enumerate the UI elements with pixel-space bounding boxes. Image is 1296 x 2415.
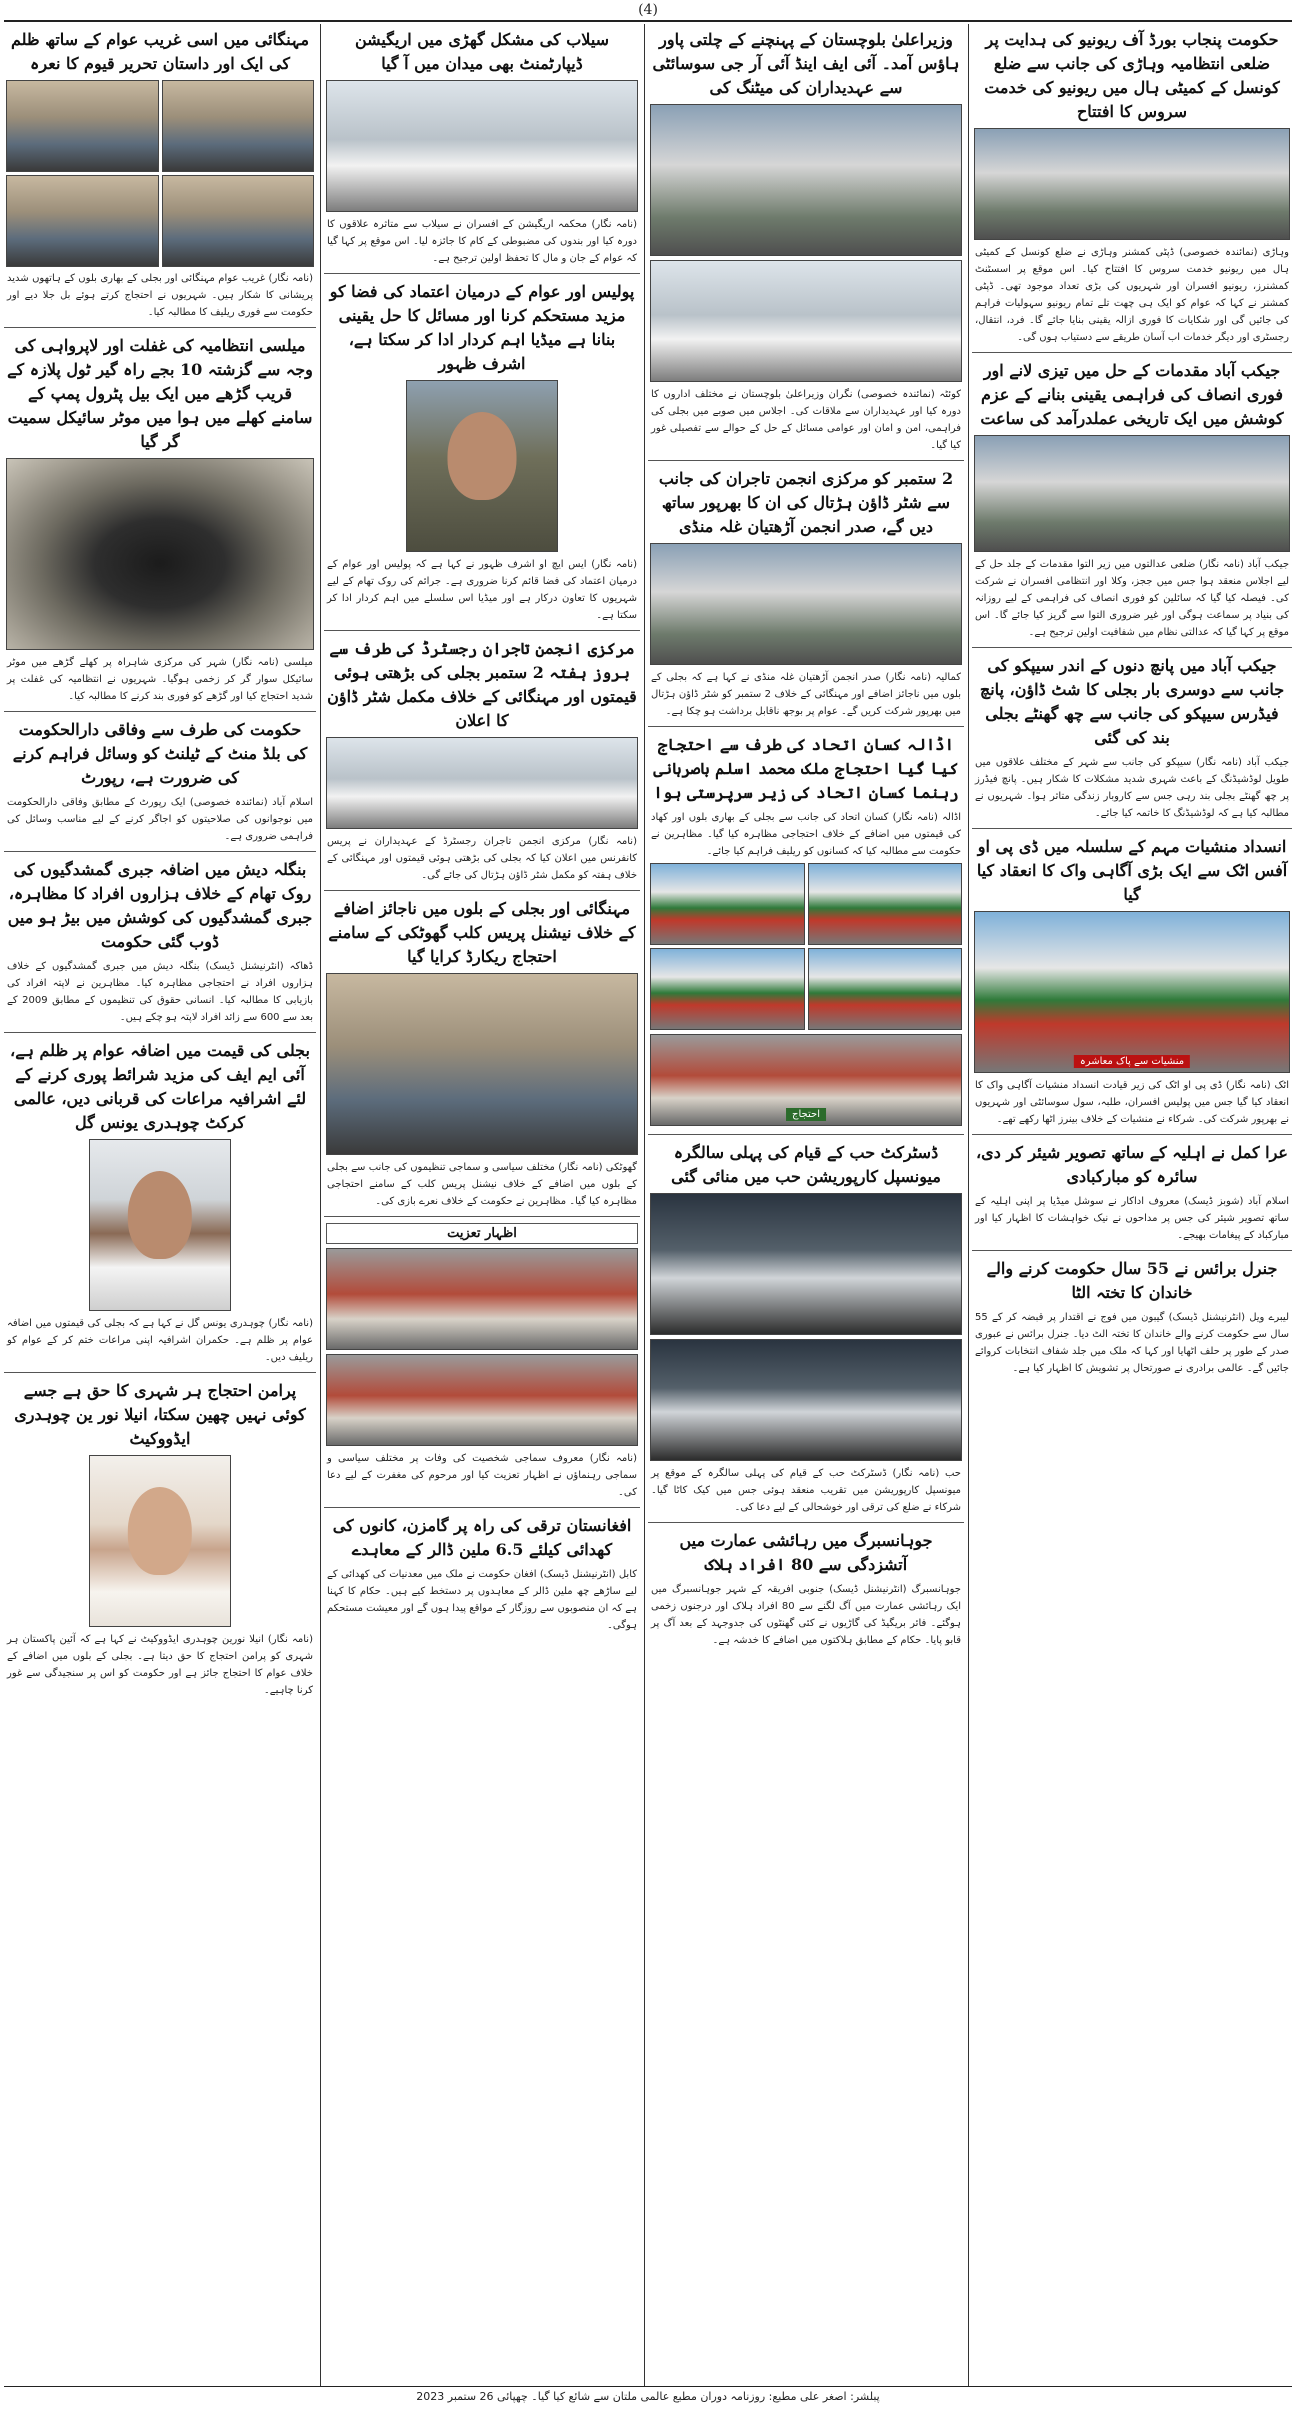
story-sepco-shutdown [972, 654, 1292, 829]
headline: پرامن احتجاج ہر شہری کا حق ہے جسے کوئی نہیں چھین سکتا، انیلا نور ین چوہدری ایڈووکیٹ [14, 1381, 306, 1448]
headline: سیلاب کی مشکل گھڑی میں اریگیشن ڈیپارٹمنٹ بھی میدان میں آ گیا [354, 30, 610, 73]
article-body: جوہانسبرگ (انٹرنیشنل ڈیسک) جنوبی افریقہ کے شہر جوہانسبرگ میں ایک رہائشی عمارت میں آگ لگنے سے 80 افراد ہلاک اور درجنوں زخمی ہوگئے۔ فائر بریگیڈ کی گاڑیوں نے کئی گھنٹوں کی جدوجہد کے بعد آگ پر قابو پایا۔ حکام کے مطابق ہلاکتوں میں اضافے کا خدشہ ہے۔ [651, 1584, 961, 1646]
article-body: وہاڑی (نمائندہ خصوصی) ڈپٹی کمشنر وہاڑی نے ضلع کونسل کے کمیٹی ہال میں ریونیو خدمت سروس کا افتتاح کیا۔ اس موقع پر اسسٹنٹ کمشنرز، ریونیو افسران اور شہریوں کی بڑی تعداد موجود تھی۔ ڈپٹی کمشنر نے کہا کہ عوام کو ایک ہی چھت تلے تمام ریونیو سہولیات فراہم کی جائیں گی اور شکایات کا فوری ازالہ یقینی بنایا جائے گا۔ فرد، انتقال، رجسٹری اور دیگر خدمات اب آسان طریقے سے دستیاب ہوں گی۔ [975, 247, 1289, 343]
article-body: (نامہ نگار) ایس ایچ او اشرف ظہور نے کہا ہے کہ پولیس اور عوام کے درمیان اعتماد کی فضا قائم کرنا ضروری ہے۔ جرائم کی روک تھام کے لیے شہریوں کا تعاون درکار ہے اور میڈیا اس سلسلے میں اہم کردار ادا کر سکتا ہے۔ [327, 559, 637, 621]
article-body: جیکب آباد (نامہ نگار) سیپکو کی جانب سے شہر کے مختلف علاقوں میں طویل لوڈشیڈنگ کے باعث شہری شدید مشکلات کا شکار ہیں۔ پانچ فیڈرز پر چھ گھنٹے بجلی بند رہی جس سے کاروبار زندگی متاثر ہوا۔ شہریوں نے مطالبہ کیا ہے کہ لوڈشیڈنگ کا خاتمہ کیا جائے۔ [975, 757, 1289, 819]
photo-press-conference [326, 737, 638, 829]
story-afghanistan-mining [324, 1514, 640, 1640]
story-anti-narcotics-walk [972, 835, 1292, 1135]
story-balochistan-cm [648, 28, 964, 461]
article-body: گھوٹکی (نامہ نگار) مختلف سیاسی و سماجی تنظیموں کی جانب سے بجلی کے بلوں میں اضافے کے خلاف نیشنل پریس کلب کے سامنے احتجاجی مظاہرہ کیا گیا۔ مظاہرین نے حکومت کے خلاف نعرے بازی کی۔ [327, 1162, 637, 1207]
article-body: اڈالہ (نامہ نگار) کسان اتحاد کی جانب سے بجلی کے بھاری بلوں اور کھاد کی قیمتوں میں اضافے کے خلاف احتجاجی مظاہرہ کیا گیا۔ مظاہرین نے حکومت سے مطالبہ کیا کہ کسانوں کو ریلیف فراہم کیا جائے۔ [651, 812, 961, 857]
article-body: کمالیہ (نامہ نگار) صدر انجمن آڑھتیان غلہ منڈی نے کہا ہے کہ بجلی کے بلوں میں ناجائز اضافے اور مہنگائی کے خلاف 2 ستمبر کو شٹر ڈاؤن ہڑتال میں بھرپور شرکت کریں گے۔ عوام پر بوجھ ناقابل برداشت ہو چکا ہے۔ [651, 672, 962, 717]
section-label: اظہار تعزیت [326, 1223, 638, 1244]
headline: اڈالہ کسان اتحاد کی طرف سے احتجاج کیا گیا احتجاج ملک محمد اسلم باصرہانی رہنما کسان اتحاد کی زیر سرپرستی ہوا [653, 735, 959, 802]
photo-officials [650, 260, 962, 382]
article-body: اٹک (نامہ نگار) ڈی پی او اٹک کی زیر قیادت انسداد منشیات آگاہی واک کا انعقاد کیا گیا جس میں پولیس افسران، طلبہ، سول سوسائٹی اور شہریوں نے بھرپور شرکت کی۔ شرکاء نے منشیات کے خلاف بینرز اٹھا رکھے تھے۔ [975, 1080, 1289, 1125]
article-body: (نامہ نگار) محکمہ اریگیشن کے افسران نے سیلاب سے متاثرہ علاقوں کا دورہ کیا اور بندوں کی مضبوطی کے کام کا جائزہ لیا۔ اس موقع پر کہا گیا کہ عوام کے جان و مال کا تحفظ اولین ترجیح ہے۔ [327, 219, 637, 264]
story-kisan-protest [648, 733, 964, 1135]
headline: بنگلہ دیش میں اضافہ جبری گمشدگیوں کی روک تھام کے خلاف ہزاروں افراد کا مظاہرہ، جبری گمشدگیوں کی کوشش میں بیڑ ہو میں ڈوب گئی حکومت [7, 860, 313, 951]
column-4 [4, 24, 316, 2386]
story-gabon-coup [972, 1257, 1292, 1383]
headline: 2 ستمبر کو مرکزی انجمن تاجران کی جانب سے شٹر ڈاؤن ہڑتال کی ان کا بھرپور ساتھ دیں گے، صدر انجمن آڑھتیان غلہ منڈی [658, 469, 954, 536]
story-anila-noreen [4, 1379, 316, 1705]
headline: وزیراعلیٰ بلوچستان کے پہنچنے کے چلتی پاور ہاؤس آمد۔ آئی ایف اینڈ آئی آر جی سوسائٹی سے عہدیداران کی میٹنگ کی [652, 30, 960, 97]
photo-police-officer [406, 380, 558, 552]
photo-crowd [6, 175, 159, 267]
article-body: (نامہ نگار) انیلا نورین چوہدری ایڈووکیٹ نے کہا ہے کہ آئین پاکستان ہر شہری کو پرامن احتجاج کا حق دیتا ہے۔ بجلی کے بلوں میں اضافے کے خلاف عوام کا احتجاج جائز ہے اور حکومت کو اس پر سنجیدگی سے غور کرنا چاہیے۔ [7, 1634, 313, 1696]
story-ghotki-protest [324, 897, 640, 1217]
article-body: کابل (انٹرنیشنل ڈیسک) افغان حکومت نے ملک میں معدنیات کی کھدائی کے لیے ساڑھے چھ ملین ڈالر کے معاہدوں پر دستخط کیے ہیں۔ حکام کا کہنا ہے کہ ان منصوبوں سے روزگار کے مواقع پیدا ہوں گے اور معیشت مستحکم ہوگی۔ [327, 1569, 637, 1631]
photo-court-meeting [974, 435, 1290, 552]
photo-road-pit [6, 458, 314, 650]
article-body: اسلام آباد (نمائندہ خصوصی) ایک رپورٹ کے مطابق وفاقی دارالحکومت میں نوجوانوں کی صلاحیتوں کو اجاگر کرنے کے لیے مناسب وسائل کی فراہمی ضروری ہے۔ [7, 797, 313, 842]
article-body: (نامہ نگار) چوہدری یونس گل نے کہا ہے کہ بجلی کی قیمتوں میں اضافہ عوام پر ظلم ہے۔ حکمران اشرافیہ اپنی مراعات ختم کر کے عوام کو ریلیف دیں۔ [7, 1318, 313, 1363]
banner-text: احتجاج [786, 1108, 826, 1121]
article-body: کوئٹہ (نمائندہ خصوصی) نگران وزیراعلیٰ بلوچستان نے مختلف اداروں کا دورہ کیا اور عہدیداران سے ملاقات کی۔ اجلاس میں صوبے میں بجلی کی فراہمی، امن و امان اور عوامی مسائل کے حل کے حوالے سے تفصیلی غور کیا گیا۔ [651, 389, 961, 451]
photo-condolence [326, 1354, 638, 1446]
headline: انسداد منشیات مہم کے سلسلہ میں ڈی پی او آفس اٹک سے ایک بڑی آگاہی واک کا انعقاد کیا گیا [976, 837, 1288, 904]
photo-portrait-woman [89, 1455, 231, 1627]
story-johannesburg-fire [648, 1529, 964, 1655]
photo-portrait-man [89, 1139, 231, 1311]
article-body: ڈھاکہ (انٹرنیشنل ڈیسک) بنگلہ دیش میں جبری گمشدگیوں کے خلاف ہزاروں افراد نے احتجاجی مظاہرہ کیا۔ مظاہرین نے لاپتہ افراد کی بازیابی کا مطالبہ کیا۔ انسانی حقوق کی تنظیموں کے مطابق 2009 کے بعد سے 600 سے زائد افراد لاپتہ ہو چکے ہیں۔ [7, 961, 313, 1023]
column-separator [968, 24, 969, 2386]
headline: جنرل برائس نے 55 سال حکومت کرنے والے خاندان کا تختہ الٹا [986, 1259, 1278, 1302]
photo-irrigation-team [326, 80, 638, 212]
column-2 [648, 24, 964, 2386]
story-traders-shutdown [324, 637, 640, 891]
avatar [128, 1171, 192, 1259]
headline: مہنگائی اور بجلی کے بلوں میں ناجائز اضافے کے خلاف نیشنل پریس کلب گھوٹکی کے سامنے احتجاج ریکارڈ کرایا گیا [328, 899, 636, 966]
article-body: میلسی (نامہ نگار) شہر کی مرکزی شاہراہ پر کھلے گڑھے میں موٹر سائیکل سوار گر کر زخمی ہوگیا۔ شہریوں نے انتظامیہ کی غفلت پر شدید احتجاج کیا اور گڑھے کو فوری بند کرنے کا مطالبہ کیا۔ [7, 657, 313, 702]
page-number: (4) [638, 2, 658, 18]
article-body: (نامہ نگار) معروف سماجی شخصیت کی وفات پر مختلف سیاسی و سماجی رہنماؤں نے اظہار تعزیت کیا اور مرحوم کی مغفرت کے لیے دعا کی۔ [327, 1453, 637, 1498]
story-traders-strike [648, 467, 964, 727]
photo-bill-burning [162, 80, 315, 172]
protest-photo-grid [6, 80, 314, 267]
story-melsi-pit [4, 334, 316, 712]
avatar [128, 1487, 192, 1575]
article-body: اسلام آباد (شوبز ڈیسک) معروف اداکار نے سوشل میڈیا پر اپنی اہلیہ کے ساتھ تصویر شیئر کی جس پر مداحوں نے نیک خواہشات کا اظہار کیا اور مبارکباد کے پیغامات بھیجے۔ [975, 1196, 1289, 1241]
story-police-public [324, 280, 640, 631]
column-separator [644, 24, 645, 2386]
photo-ceremony [650, 1339, 962, 1461]
story-inflation-protest [4, 28, 316, 328]
photo-protest-banner [650, 1034, 962, 1126]
headline: بجلی کی قیمت میں اضافہ عوام پر ظلم ہے، آئی ایم ایف کی مزید شرائط پوری کرنے کے لئے اشرافیہ مراعات کی قربانی دیں، عالمی کرکٹ چوہدری یونس گل [10, 1041, 310, 1132]
photo-protest [808, 948, 963, 1030]
story-revenue-service [972, 28, 1292, 353]
headline: جیکب آباد میں پانچ دنوں کے اندر سیپکو کی جانب سے دوسری بار بجلی کا شٹ ڈاؤن، پانچ فیڈرس سیپکو کی جانب سے چھ گھنٹے بجلی بند کی گئی [979, 656, 1285, 747]
story-condolence [324, 1223, 640, 1508]
article-body: لیبرے ویل (انٹرنیشنل ڈیسک) گیبون میں فوج نے اقتدار پر قبضہ کر کے 55 سال سے حکومت کرنے والے خاندان کا تختہ الٹ دیا۔ جنرل برائس نے عبوری صدر کے طور پر حلف اٹھایا اور کہا کہ ملک میں جلد شفاف انتخابات کروائے جائیں گے۔ عالمی برادری نے صورتحال پر تشویش کا اظہار کیا ہے۔ [975, 1312, 1289, 1374]
article-body: (نامہ نگار) مرکزی انجمن تاجران رجسٹرڈ کے عہدیداران نے پریس کانفرنس میں اعلان کیا کہ بجلی کی بڑھتی ہوئی قیمتوں اور مہنگائی کے خلاف ہفتہ کو مکمل شٹر ڈاؤن ہڑتال کی جائے گی۔ [327, 836, 637, 881]
photo-traders [650, 543, 962, 665]
photo-bill-burning [6, 80, 159, 172]
headline: عرا کمل نے اہلیہ کے ساتھ تصویر شیئر کر دی، سائرہ کو مبارکبادی [976, 1143, 1288, 1186]
headline: حکومت پنجاب بورڈ آف ریونیو کی ہدایت پر ضلعی انتظامیہ وہاڑی کی جانب سے ضلع کونسل کے کمیٹی ہال میں ریونیو کی خدمت سروس کا افتتاح [984, 30, 1280, 121]
story-jacobabad-courts [972, 359, 1292, 648]
headline: جیکب آباد مقدمات کے حل میں تیزی لانے اور فوری انصاف کی فراہمی یقینی بنانے کے عزم کوشش میں ایک تاریخی عملدرآمد کی ساعت [980, 361, 1284, 428]
story-bangladesh-protest [4, 858, 316, 1033]
headline: میلسی انتظامیہ کی غفلت اور لاپرواہی کی وجہ سے گزشتہ 10 بجے راہ گیر ٹول پلازہ کے قریب گڑھے میں ایک بیل پٹرول پمپ کے سامنے کھلے میں ہوا میں موٹر سائیکل سمیت گر گیا [7, 336, 313, 451]
headline: پولیس اور عوام کے درمیان اعتماد کی فضا کو مزید مستحکم کرنا اور مسائل کا حل یقینی بنانا ہے میڈیا اہم کردار ادا کر سکتا ہے، اشرف ظہور [329, 282, 635, 373]
photo-cm-visit [650, 104, 962, 256]
photo-cake-cutting [650, 1193, 962, 1335]
headline: مہنگائی میں اسی غریب عوام کے ساتھ ظلم کی ایک اور داستان تحریر قیوم کا نعرہ [10, 30, 310, 73]
headline: افغانستان ترقی کی راہ پر گامزن، کانوں کی کھدائی کیلئے 6.5 ملین ڈالر کے معاہدے [332, 1516, 632, 1559]
protest-photo-grid [650, 863, 962, 1030]
photo-crowd [162, 175, 315, 267]
photo-condolence [326, 1248, 638, 1350]
photo-awareness-walk [974, 911, 1290, 1073]
photo-protest [650, 948, 805, 1030]
article-body: جیکب آباد (نامہ نگار) ضلعی عدالتوں میں زیر التوا مقدمات کے جلد حل کے لیے اجلاس منعقد ہوا جس میں ججز، وکلا اور انتظامی افسران نے شرکت کی۔ فیصلہ کیا گیا کہ سائلین کو فوری انصاف کی فراہمی کے لیے روزانہ کی بنیاد پر سماعت ہوگی اور غیر ضروری التوا سے گریز کیا جائے گا۔ اس موقع پر کہا گیا کہ عدالتی نظام میں شفافیت اولین ترجیح ہے۔ [975, 559, 1289, 638]
photo-protest [650, 863, 805, 945]
column-separator [320, 24, 321, 2386]
story-hub-anniversary [648, 1141, 964, 1523]
headline: حکومت کی طرف سے وفاقی دارالحکومت کی بلڈ منٹ کے ٹیلنٹ کو وسائل فراہم کرنے کی ضرورت ہے، رپورٹ [12, 720, 308, 787]
article-body: حب (نامہ نگار) ڈسٹرکٹ حب کے قیام کی پہلی سالگرہ کے موقع پر میونسپل کارپوریشن میں تقریب منعقد ہوئی جس میں کیک کاٹا گیا۔ شرکاء نے ضلع کی ترقی اور خوشحالی کے لیے دعا کی۔ [651, 1468, 961, 1513]
banner-text: منشیات سے پاک معاشرہ [1074, 1055, 1190, 1068]
story-younis-gill [4, 1039, 316, 1373]
photo-press-club-protest [326, 973, 638, 1155]
photo-protest [808, 863, 963, 945]
publisher-imprint: پبلشر: اصغر علی مطبع: روزنامہ دوران مطبع عالمی ملتان سے شائع کیا گیا۔ چھپائی 26 ستمبر 2023 [416, 2390, 880, 2403]
headline: جوہانسبرگ میں رہائشی عمارت میں آتشزدگی سے 80 افراد ہلاک [679, 1531, 933, 1574]
avatar [448, 412, 517, 500]
column-3 [324, 24, 640, 2386]
top-rule [4, 20, 1292, 22]
photo-meeting [974, 128, 1290, 240]
footer-rule [4, 2386, 1292, 2387]
story-irrigation-flood [324, 28, 640, 274]
column-1 [972, 24, 1292, 2386]
headline: مرکزی انجمن تاجران رجسٹرڈ کی طرف سے بروز ہفتہ 2 ستمبر بجلی کی بڑھتی ہوئی قیمتوں اور مہنگائی کے خلاف مکمل شٹر ڈاؤن کا اعلان [327, 639, 637, 730]
story-showbiz [972, 1141, 1292, 1251]
story-federal-talent [4, 718, 316, 852]
article-body: (نامہ نگار) غریب عوام مہنگائی اور بجلی کے بھاری بلوں کے ہاتھوں شدید پریشانی کا شکار ہیں۔ شہریوں نے احتجاج کرتے ہوئے بل جلا دیے اور حکومت سے فوری ریلیف کا مطالبہ کیا۔ [7, 273, 313, 318]
headline: ڈسٹرکٹ حب کے قیام کی پہلی سالگرہ میونسپل کارپوریشن حب میں منائی گئی [671, 1143, 941, 1186]
